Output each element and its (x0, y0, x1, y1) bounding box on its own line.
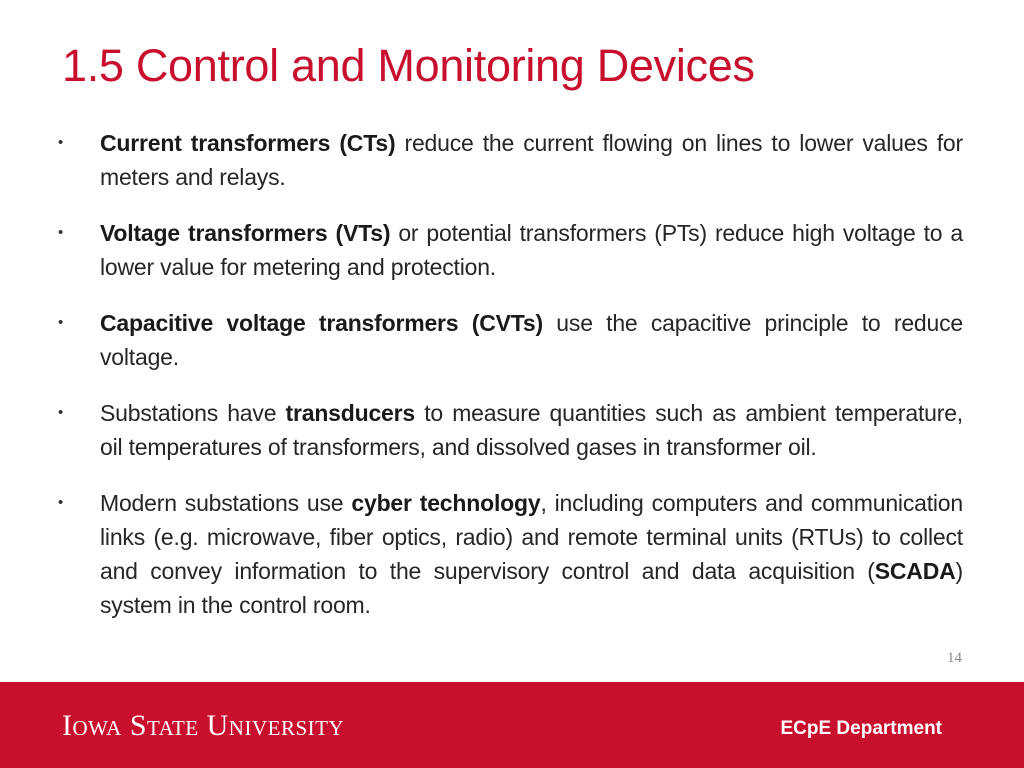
bullet-marker: • (58, 224, 64, 241)
bullet-text (100, 400, 963, 460)
bullet-emphasis: Current transformers (CTs) (100, 130, 396, 156)
bullet-marker: • (58, 134, 64, 151)
bullet-item (58, 126, 963, 194)
bullet-emphasis: cyber technology (351, 490, 541, 516)
bullet-text-run: , including computers and communication links (e.g. microwave, fiber optics, radio) and remote terminal units (RTUs) to collect and convey information to the supervisory control and data acquisition ( (100, 490, 963, 584)
bullet-item (58, 486, 963, 622)
bullet-text-run: use the capacitive principle to reduce voltage. (100, 310, 963, 370)
bullet-emphasis: Capacitive voltage transformers (CVTs) (100, 310, 543, 336)
bullet-text-run: Modern substations use (100, 490, 352, 516)
bullet-item (58, 396, 963, 464)
bullet-text-run: ) system in the control room. (100, 558, 963, 618)
bullet-text (100, 490, 963, 618)
page-number: 14 (947, 650, 962, 666)
bullet-text-run: or potential transformers (PTs) reduce high voltage to a lower value for metering and protection. (100, 220, 963, 280)
slide-title: 1.5 Control and Monitoring Devices (62, 40, 755, 91)
bullet-text (100, 130, 963, 190)
bullet-text-run: to measure quantities such as ambient temperature, oil temperatures of transformers, and dissolved gases in transformer oil. (100, 400, 963, 460)
bullet-list (58, 126, 963, 644)
bullet-item (58, 306, 963, 374)
bullet-text-run: reduce the current flowing on lines to lower values for meters and relays. (100, 130, 963, 190)
university-logo: Iowa State University (62, 709, 345, 742)
bullet-emphasis: Voltage transformers (VTs) (100, 220, 391, 246)
bullet-marker: • (58, 314, 64, 331)
bullet-text-run: Substations have (100, 400, 286, 426)
bullet-emphasis: transducers (285, 400, 415, 426)
bullet-item (58, 216, 963, 284)
department-label: ECpE Department (780, 718, 942, 739)
bullet-text (100, 220, 963, 280)
bullet-emphasis: SCADA (874, 558, 956, 584)
footer-bar (0, 682, 1024, 768)
bullet-marker: • (58, 494, 64, 511)
bullet-text (100, 310, 963, 370)
bullet-marker: • (58, 404, 64, 421)
